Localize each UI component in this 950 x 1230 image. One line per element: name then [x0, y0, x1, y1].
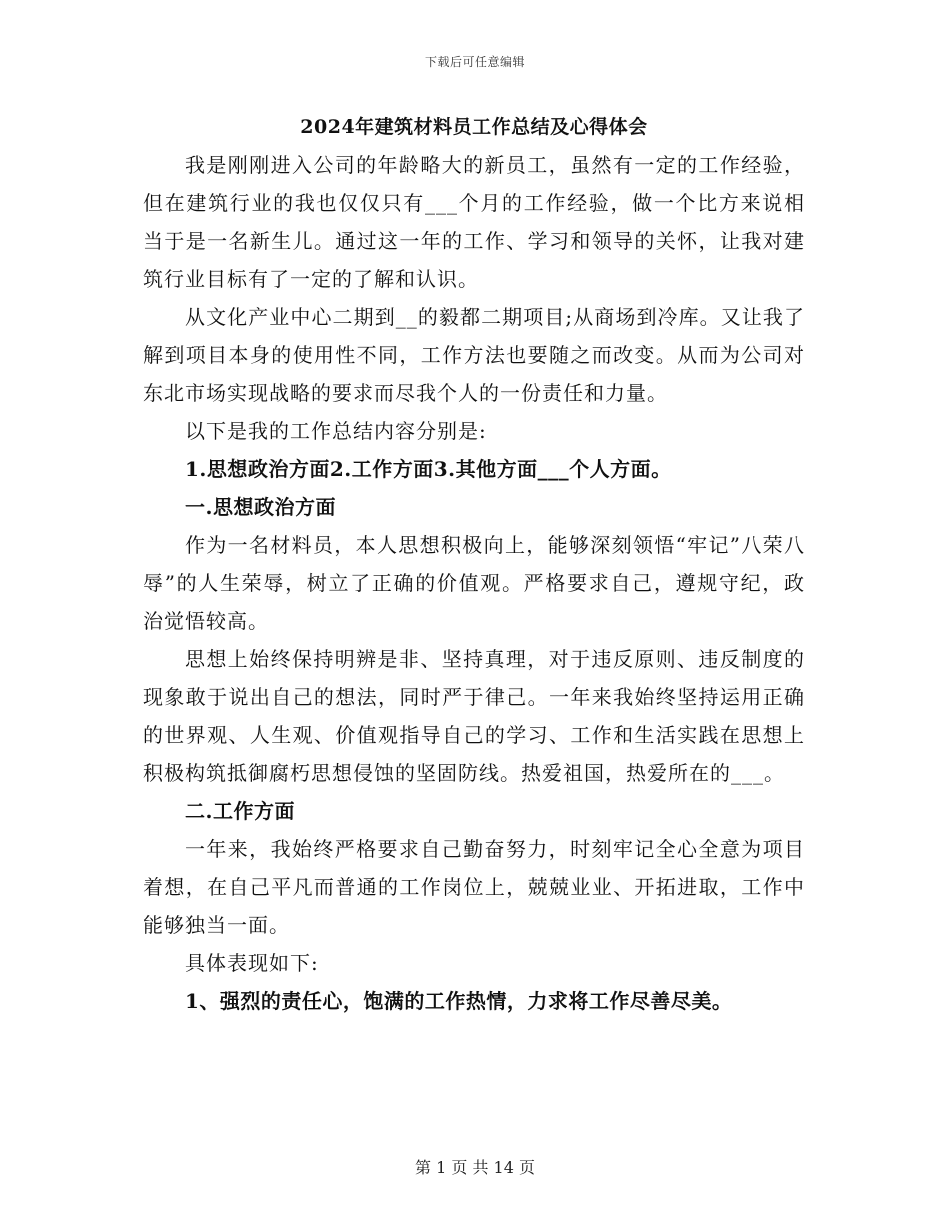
paragraph-outline: 1.思想政治方面2.工作方面3.其他方面___个人方面。 — [185, 457, 672, 481]
paragraph-work-1: 一年来，我始终严格要求自己勤奋努力，时刻牢记全心全意为项目着想，在自己平凡而普通的工作岗位上，兢兢业业、开拓进取，工作中能够独当一面。 — [143, 837, 805, 937]
paragraph-projects: 从文化产业中心二期到__的毅都二期项目;从商场到冷库。又让我了解到项目本身的使用性不同，工作方法也要随之而改变。从而为公司对东北市场实现战略的要求而尽我个人的一份责任和力量。 — [143, 305, 805, 405]
paragraph-political-2: 思想上始终保持明辨是非、坚持真理，对于违反原则、违反制度的现象敢于说出自己的想法，同时严于律己。一年来我始终坚持运用正确的世界观、人生观、价值观指导自己的学习、工作和生活实践在思想上积极构筑抵御腐朽思想侵蚀的坚固防线。热爱祖国，热爱所在的___。 — [143, 647, 805, 785]
paragraph-summary-lead: 以下是我的工作总结内容分别是: — [185, 419, 487, 443]
paragraph-political-1: 作为一名材料员，本人思想积极向上，能够深刻领悟“牢记”八荣八辱”的人生荣辱，树立了正确的价值观。严格要求自己，遵规守纪，政治觉悟较高。 — [143, 533, 805, 633]
document-title: 2024年建筑材料员工作总结及心得体会 — [300, 116, 648, 138]
section-heading-political: 一.思想政治方面 — [185, 495, 336, 519]
section-heading-work: 二.工作方面 — [185, 799, 295, 823]
paragraph-intro: 我是刚刚进入公司的年龄略大的新员工，虽然有一定的工作经验，但在建筑行业的我也仅仅只有___个月的工作经验，做一个比方来说相当于是一名新生儿。通过这一年的工作、学习和领导的关怀，让我对建筑行业目标有了一定的了解和认识。 — [143, 153, 805, 291]
header-note: 下载后可任意编辑 — [424, 55, 525, 69]
page-number: 第 1 页 共 14 页 — [415, 1158, 535, 1177]
list-item-responsibility: 1、强烈的责任心，饱满的工作热情，力求将工作尽善尽美。 — [185, 989, 733, 1013]
paragraph-work-lead: 具体表现如下: — [185, 951, 319, 975]
document-body — [143, 108, 805, 1020]
